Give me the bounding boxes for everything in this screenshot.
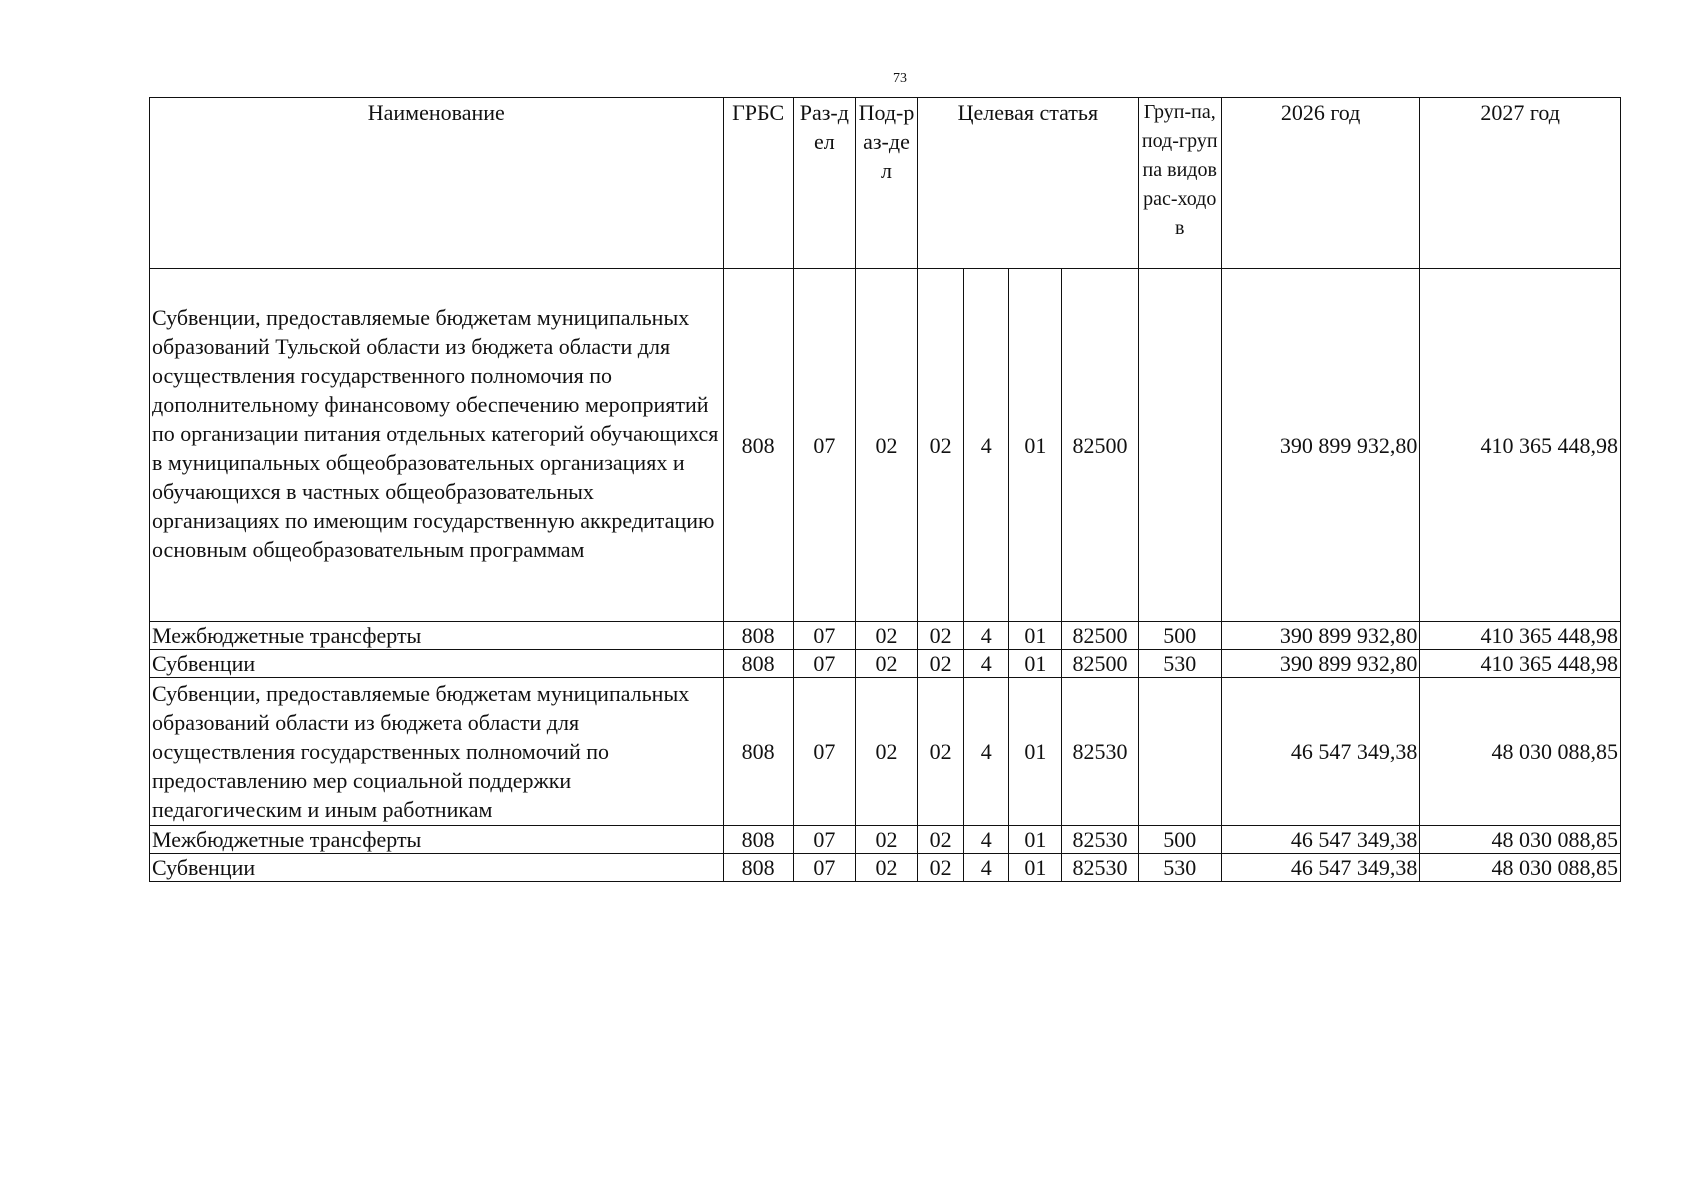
header-name: Наименование — [150, 98, 724, 269]
row-2027: 48 030 088,85 — [1420, 826, 1621, 854]
row-2027: 410 365 448,98 — [1420, 622, 1621, 650]
row-target-1: 02 — [918, 826, 964, 854]
row-podrazdel: 02 — [855, 826, 917, 854]
row-target-3: 01 — [1009, 650, 1062, 678]
row-2027: 410 365 448,98 — [1420, 269, 1621, 622]
row-2026: 390 899 932,80 — [1221, 650, 1420, 678]
row-podrazdel: 02 — [855, 650, 917, 678]
row-target-3: 01 — [1009, 826, 1062, 854]
row-2027: 410 365 448,98 — [1420, 650, 1621, 678]
table-row — [150, 854, 1621, 882]
row-2027: 48 030 088,85 — [1420, 678, 1621, 826]
row-target-4: 82530 — [1062, 678, 1138, 826]
row-grbs: 808 — [723, 622, 793, 650]
row-razdel: 07 — [793, 678, 855, 826]
row-group: 500 — [1138, 826, 1221, 854]
row-target-3: 01 — [1009, 678, 1062, 826]
row-2026: 390 899 932,80 — [1221, 622, 1420, 650]
row-name: Межбюджетные трансферты — [150, 622, 724, 650]
row-2026: 46 547 349,38 — [1221, 678, 1420, 826]
budget-table — [149, 97, 1621, 882]
table-row — [150, 826, 1621, 854]
row-name: Субвенции — [150, 854, 724, 882]
row-target-2: 4 — [964, 826, 1009, 854]
row-group: 500 — [1138, 622, 1221, 650]
row-2026: 390 899 932,80 — [1221, 269, 1420, 622]
row-target-4: 82500 — [1062, 622, 1138, 650]
row-grbs: 808 — [723, 854, 793, 882]
row-target-2: 4 — [964, 622, 1009, 650]
header-razdel: Раз-дел — [793, 98, 855, 269]
row-target-4: 82500 — [1062, 650, 1138, 678]
row-grbs: 808 — [723, 678, 793, 826]
row-group — [1138, 269, 1221, 622]
header-2027: 2027 год — [1420, 98, 1621, 269]
row-razdel: 07 — [793, 622, 855, 650]
row-name: Субвенции, предоставляемые бюджетам муниципальных образований области из бюджета области для осуществления государственных полномочий по предоставлению мер социальной поддержки педагогическим и иным работникам — [150, 678, 724, 826]
row-target-2: 4 — [964, 678, 1009, 826]
row-2026: 46 547 349,38 — [1221, 854, 1420, 882]
header-podrazdel: Под-раз-дел — [855, 98, 917, 269]
page-number: 73 — [893, 71, 907, 86]
row-group: 530 — [1138, 854, 1221, 882]
row-razdel: 07 — [793, 650, 855, 678]
row-group — [1138, 678, 1221, 826]
header-row — [150, 98, 1621, 269]
table-row — [150, 650, 1621, 678]
table-row — [150, 622, 1621, 650]
header-group: Груп-па, под-группа видов рас-ходов — [1138, 98, 1221, 269]
table-row — [150, 678, 1621, 826]
row-target-3: 01 — [1009, 622, 1062, 650]
row-podrazdel: 02 — [855, 854, 917, 882]
row-2026: 46 547 349,38 — [1221, 826, 1420, 854]
row-podrazdel: 02 — [855, 622, 917, 650]
row-target-1: 02 — [918, 622, 964, 650]
row-target-3: 01 — [1009, 854, 1062, 882]
row-podrazdel: 02 — [855, 269, 917, 622]
row-target-1: 02 — [918, 854, 964, 882]
row-2027: 48 030 088,85 — [1420, 854, 1621, 882]
row-target-2: 4 — [964, 854, 1009, 882]
row-razdel: 07 — [793, 854, 855, 882]
row-target-1: 02 — [918, 650, 964, 678]
table-row — [150, 269, 1621, 622]
header-target: Целевая статья — [918, 98, 1139, 269]
row-razdel: 07 — [793, 269, 855, 622]
row-target-2: 4 — [964, 650, 1009, 678]
row-razdel: 07 — [793, 826, 855, 854]
row-group: 530 — [1138, 650, 1221, 678]
row-name: Межбюджетные трансферты — [150, 826, 724, 854]
header-grbs: ГРБС — [723, 98, 793, 269]
row-name: Субвенции, предоставляемые бюджетам муниципальных образований Тульской области из бюджета области для осуществления государственного полномочия по дополнительному финансовому обеспечению мероприятий по организации питания отдельных категорий обучающихся в муниципальных общеобразовательных организациях и обучающихся в частных общеобразовательных организациях по имеющим государственную аккредитацию основным общеобразовательным программам — [150, 269, 724, 622]
row-podrazdel: 02 — [855, 678, 917, 826]
row-grbs: 808 — [723, 650, 793, 678]
row-target-4: 82530 — [1062, 854, 1138, 882]
row-grbs: 808 — [723, 826, 793, 854]
row-target-1: 02 — [918, 678, 964, 826]
row-grbs: 808 — [723, 269, 793, 622]
row-target-4: 82500 — [1062, 269, 1138, 622]
row-target-3: 01 — [1009, 269, 1062, 622]
header-2026: 2026 год — [1221, 98, 1420, 269]
row-target-2: 4 — [964, 269, 1009, 622]
row-name: Субвенции — [150, 650, 724, 678]
row-target-1: 02 — [918, 269, 964, 622]
row-target-4: 82530 — [1062, 826, 1138, 854]
